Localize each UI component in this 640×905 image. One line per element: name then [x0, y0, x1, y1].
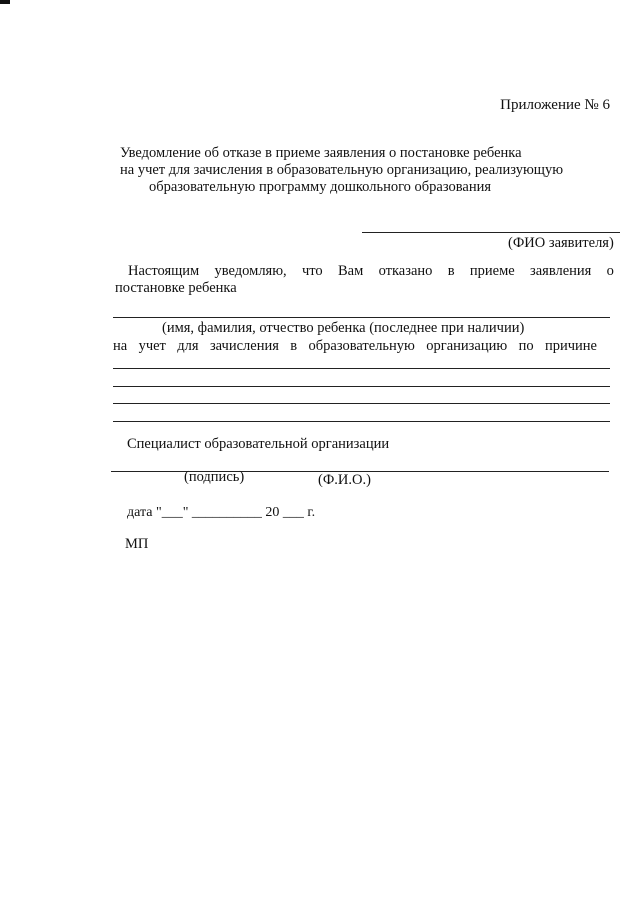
- appendix-label: Приложение № 6: [500, 97, 610, 113]
- reason-word: причине: [544, 338, 597, 354]
- title-line-1: Уведомление об отказе в приеме заявления о постановке ребенка: [120, 145, 522, 161]
- reason-blank-line: [113, 403, 610, 404]
- notice-word: Настоящим: [128, 263, 200, 279]
- notice-word: приеме: [469, 263, 515, 279]
- notice-line-1: [128, 263, 614, 280]
- notice-word: отказано: [378, 263, 433, 279]
- reason-word: для: [177, 338, 199, 354]
- fio-caption: (Ф.И.О.): [318, 472, 371, 488]
- notice-word: в: [447, 263, 455, 279]
- notice-word: уведомляю,: [214, 263, 287, 279]
- notice-word: о: [606, 263, 614, 279]
- reason-word: по: [518, 338, 534, 354]
- reason-word: организацию: [426, 338, 508, 354]
- date-line: дата "___" __________ 20 ___ г.: [127, 505, 316, 520]
- title-line-2: на учет для зачисления в образовательную организацию, реализующую: [120, 162, 564, 178]
- child-name-line: [113, 317, 610, 318]
- child-caption: (имя, фамилия, отчество ребенка (последнее при наличии): [162, 320, 525, 336]
- reason-word: на: [113, 338, 128, 354]
- reason-word: зачисления: [209, 338, 279, 354]
- document-title: [120, 145, 564, 196]
- reason-blank-line: [113, 368, 610, 369]
- reason-blank-line: [113, 421, 610, 422]
- notice-word: Вам: [337, 263, 364, 279]
- stamp-label: МП: [125, 536, 149, 552]
- notice-word: что: [301, 263, 323, 279]
- reason-word: учет: [138, 338, 166, 354]
- reason-word: образовательную: [308, 338, 415, 354]
- signature-caption: (подпись): [184, 469, 245, 485]
- specialist-label: Специалист образовательной организации: [127, 436, 390, 452]
- reason-line: [113, 338, 597, 355]
- scan-corner-mark: [0, 0, 10, 4]
- reason-blank-line: [113, 386, 610, 387]
- notice-line-2: постановке ребенка: [115, 280, 237, 296]
- title-line-3: образовательную программу дошкольного образования: [148, 179, 492, 195]
- applicant-caption: (ФИО заявителя): [508, 235, 614, 251]
- notice-word: заявления: [530, 263, 592, 279]
- reason-word: в: [290, 338, 298, 354]
- applicant-name-line: [362, 232, 620, 233]
